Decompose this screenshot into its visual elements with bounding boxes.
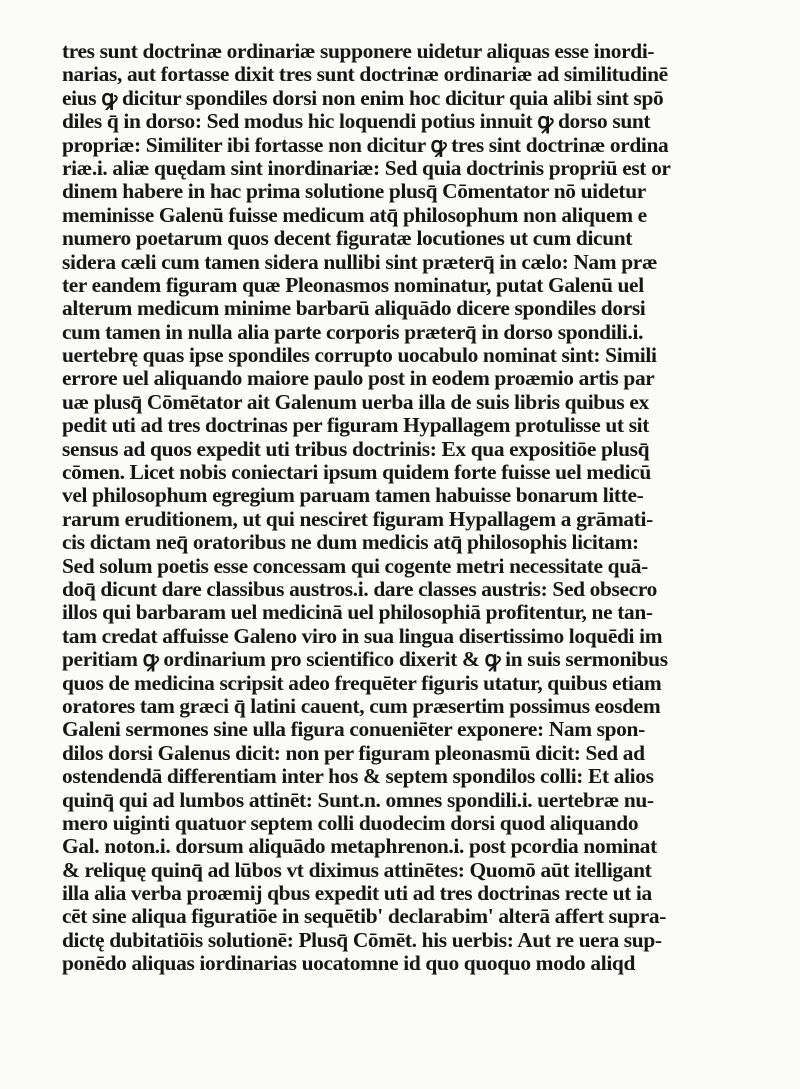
text-line: propriæ: Similiter ibi fortasse non dicitur ꝙ tres sint doctrinæ ordina — [62, 133, 669, 157]
text-line: riæ.i. aliæ quędam sint inordinariæ: Sed quia doctrinis propriū est or — [62, 156, 671, 180]
text-line: dictę dubitatiōis solutionē: Plusq̄ Cōmēt. his uerbis: Aut re uera sup- — [62, 928, 662, 952]
text-line: quos de medicina scripsit adeo frequēter figuris utatur, quibus etiam — [62, 671, 662, 695]
text-line: cum tamen in nulla alia parte corporis præterq̄ in dorso spondili.i. — [62, 320, 644, 344]
text-line: sidera cæli cum tamen sidera nullibi sint præterq̄ in cælo: Nam præ — [62, 250, 658, 274]
text-line: cis dictam neq̄ oratoribus ne dum medicis atq̄ philosophis licitam: — [62, 531, 639, 555]
text-line: doq̄ dicunt dare classibus austros.i. dare classes austris: Sed obsecro — [62, 577, 657, 601]
text-line: illa alia verba proæmij qbus expedit uti ad tres doctrinas recte ut ia — [62, 882, 652, 906]
text-line: cēt sine aliqua figuratiōe in sequētib' declarabim' alterā affert supra- — [62, 905, 666, 929]
text-line: sensus ad quos expedit uti tribus doctrinis: Ex qua expositiōe plusq̄ — [62, 437, 650, 461]
text-line: cōmen. Licet nobis coniectari ipsum quidem forte fuisse uel medicū — [62, 461, 651, 485]
text-line: dilos dorsi Galenus dicit: non per figuram pleonasmū dicit: Sed ad — [62, 741, 645, 765]
text-line: vel philosophum egregium paruam tamen habuisse bonarum litte- — [62, 484, 644, 508]
text-line: rarum eruditionem, ut qui nesciret figuram Hypallagem a grāmati- — [62, 507, 653, 531]
text-line: numero poetarum quos decent figuratæ locutiones ut cum dicunt — [62, 227, 633, 251]
text-line: oratores tam græci q̄ latini cauent, cum præsertim possimus eosdem — [62, 694, 661, 718]
text-line: alterum medicum minime barbarū aliquādo dicere spondiles dorsi — [62, 297, 646, 321]
text-line: ter eandem figuram quæ Pleonasmos nominatur, putat Galenū uel — [62, 273, 644, 297]
text-line: errore uel aliquando maiore paulo post in eodem proæmio artis par — [62, 367, 655, 391]
text-line: ponēdo aliquas iordinarias uocatomne id quo quoquo modo aliqd — [62, 952, 636, 976]
text-line: tam credat affuisse Galeno viro in sua lingua disertissimo loquēdi im — [62, 624, 663, 648]
text-line: tres sunt doctrinæ ordinariæ supponere uidetur aliquas esse inordi- — [62, 40, 655, 63]
text-line: ostendendā differentiam inter hos & septem spondilos colli: Et alios — [62, 765, 654, 789]
text-line: illos qui barbaram uel medicinā uel philosophiā profitentur, ne tan- — [62, 601, 653, 625]
text-line: uæ plusq̄ Cōmētator ait Galenum uerba illa de suis libris quibus ex — [62, 390, 649, 414]
text-line: Gal. noton.i. dorsum aliquādo metaphrenon.i. post pcordia nominat — [62, 835, 657, 859]
text-line: narias, aut fortasse dixit tres sunt doctrinæ ordinariæ ad similitudinē — [62, 63, 668, 87]
text-line: peritiam ꝙ ordinarium pro scientifico dixerit & ꝙ in suis sermonibus — [62, 648, 668, 672]
text-line: uertebrę quas ipse spondiles corrupto uocabulo nominat sint: Simili — [62, 344, 657, 368]
text-line: Sed solum poetis esse concessam qui cogente metri necessitate quā- — [62, 554, 648, 578]
text-line: mero uiginti quatuor septem colli duodecim dorsi quod aliquando — [62, 811, 639, 835]
latin-text-block — [62, 40, 682, 976]
text-line: dinem habere in hac prima solutione plusq̄ Cōmentator nō uidetur — [62, 180, 646, 204]
text-line: Galeni sermones sine ulla figura conueniēter exponere: Nam spon- — [62, 718, 645, 742]
text-line: meminisse Galenū fuisse medicum atq̄ philosophum non aliquem e — [62, 203, 647, 227]
text-line: diles q̄ in dorso: Sed modus hic loquendi potius innuit ꝙ dorso sunt — [62, 110, 651, 134]
text-line: eius ꝙ dicitur spondiles dorsi non enim hoc dicitur quia alibi sint spō — [62, 86, 664, 110]
text-line: & reliquę quinq̄ ad lūbos vt diximus attinētes: Quomō aūt itelligant — [62, 858, 652, 882]
text-line: pedit uti ad tres doctrinas per figuram Hypallagem protulisse ut sit — [62, 414, 650, 438]
text-line: quinq̄ qui ad lumbos attinēt: Sunt.n. omnes spondili.i. uertebræ nu- — [62, 788, 654, 812]
